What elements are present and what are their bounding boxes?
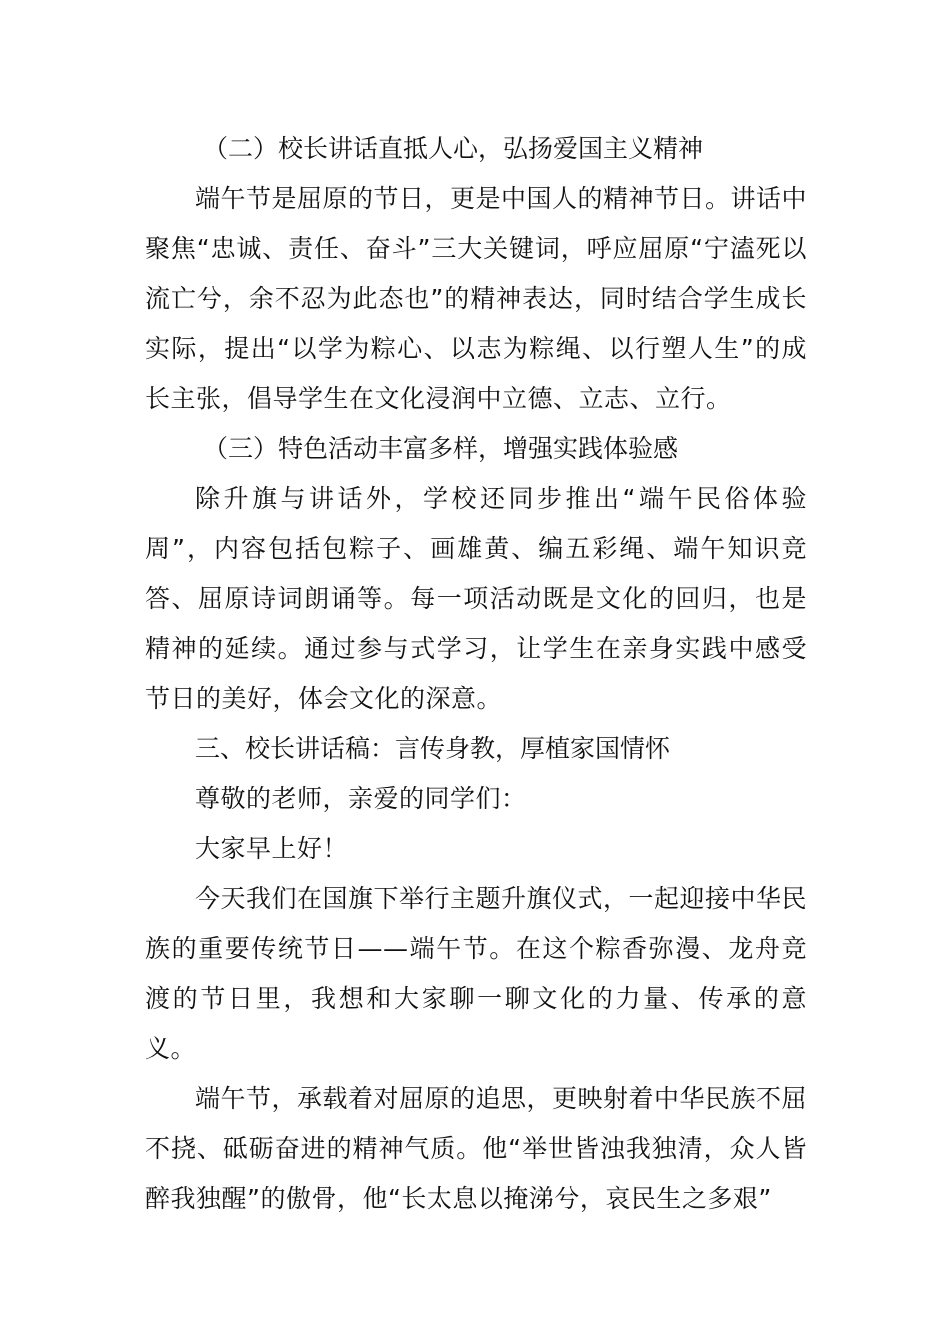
speech-paragraph-intro: 今天我们在国旗下举行主题升旗仪式，一起迎接中华民族的重要传统节日——端午节。在这个粽香弥漫、龙舟竞渡的节日里，我想和大家聊一聊文化的力量、传承的意义。 [145,884,808,1063]
section-heading-3: 三、校长讲话稿：言传身教，厚植家国情怀 [195,734,671,763]
subheading-3: （三）特色活动丰富多样，增强实践体验感 [203,434,679,463]
speech-paragraph-quyuan: 端午节，承载着对屈原的追思，更映射着中华民族不屈不挠、砥砺奋进的精神气质。他“举世皆浊我独清，众人皆醉我独醒”的傲骨，他“长太息以掩涕兮，哀民生之多艰” [145,1084,808,1213]
body-paragraph-speech-summary: 端午节是屈原的节日，更是中国人的精神节日。讲话中聚焦“忠诚、责任、奋斗”三大关键词，呼应屈原“宁溘死以流亡兮，余不忍为此态也”的精神表达，同时结合学生成长实际，提出“以学为粽心、以志为粽绳、以行塑人生”的成长主张，倡导学生在文化浸润中立德、立志、立行。 [145,184,808,413]
speech-salutation: 尊敬的老师，亲爱的同学们： [195,784,527,813]
document-page [145,124,807,1224]
subheading-2: （二）校长讲话直抵人心，弘扬爱国主义精神 [203,134,704,163]
body-paragraph-activities: 除升旗与讲话外，学校还同步推出“端午民俗体验周”，内容包括包粽子、画雄黄、编五彩绳、端午知识竞答、屈原诗词朗诵等。每一项活动既是文化的回归，也是精神的延续。通过参与式学习，让学生在亲身实践中感受节日的美好，体会文化的深意。 [145,484,807,713]
speech-greeting: 大家早上好！ [195,834,349,863]
